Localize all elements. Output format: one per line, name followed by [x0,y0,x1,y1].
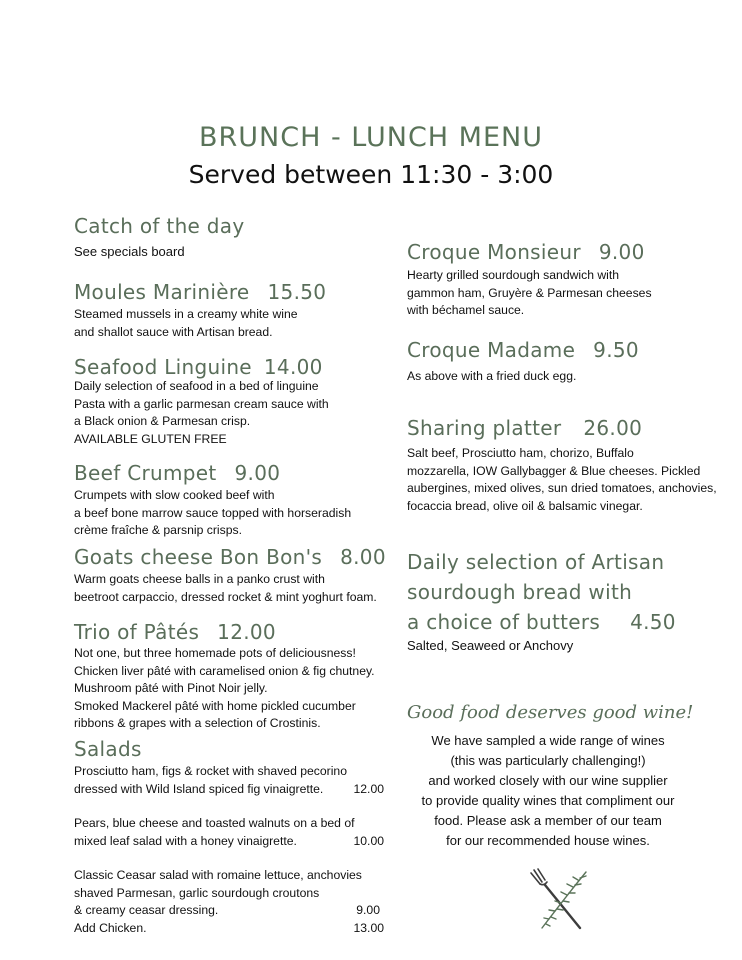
monsieur-price: 9.00 [598,240,645,264]
addon-label: Add Chicken. [74,920,147,935]
linguine-price: 14.00 [263,355,323,379]
bread-desc: Salted, Seaweed or Anchovy [407,638,574,653]
moules-desc [74,306,298,341]
wine-line: food. Please ask a member of our team [434,813,662,828]
salad-price-row [74,781,384,799]
bonbons-heading [74,545,386,569]
desc-line: Chicken liver pâté with caramelised onion & fig chutney. [74,663,375,678]
salad-line: mixed leaf salad with a honey vinaigrette. [74,833,297,848]
madame-heading [407,338,639,362]
desc-line: ribbons & grapes with a selection of Crostinis. [74,716,321,730]
platter-name: Sharing platter [407,416,562,440]
linguine-desc [74,378,329,448]
bread-line-price [407,607,676,637]
menu-subtitle: Served between 11:30 - 3:00 [188,160,554,189]
salad-line: Pears, blue cheese and toasted walnuts on a bed of [74,816,355,830]
salad-price-row [74,833,384,851]
salad-price: 9.00 [356,903,380,917]
bonbons-price: 8.00 [340,545,386,569]
monsieur-name: Croque Monsieur [407,240,581,264]
desc-line: Salt beef, Prosciutto ham, chorizo, Buffalo [407,446,634,460]
desc-line: Hearty grilled sourdough sandwich with [407,268,620,282]
desc-line: focaccia bread, olive oil & balsamic vinegar. [407,498,643,513]
wine-line: (this was particularly challenging!) [450,753,646,768]
bread-line: sourdough bread with [407,580,633,604]
platter-price: 26.00 [583,416,643,440]
desc-line: Mushroom pâté with Pinot Noir jelly. [74,681,268,695]
desc-line: Smoked Mackerel pâté with home pickled cucumber [74,698,356,713]
salad-line: shaved Parmesan, garlic sourdough croutons [74,885,320,900]
desc-line: beetroot carpaccio, dressed rocket & mint yoghurt foam. [74,589,377,604]
monsieur-heading [407,240,645,264]
pates-price: 12.00 [217,620,276,644]
salad-line: Classic Ceasar salad with romaine lettuce, anchovies [74,868,362,882]
pates-desc [74,645,375,733]
crumpet-desc [74,487,351,540]
platter-heading [407,416,642,440]
wine-line: for our recommended house wines. [446,833,650,848]
desc-line: gammon ham, Gruyère & Parmesan cheeses [407,285,652,300]
moules-heading [74,280,326,304]
desc-line: a Black onion & Parmesan crisp. [74,414,251,428]
fork-herb-icon [528,868,592,934]
platter-desc [407,445,717,515]
salad-3 [74,867,384,937]
salad-2 [74,815,384,850]
moules-price: 15.50 [267,280,327,304]
desc-line: and shallot sauce with Artisan bread. [74,324,273,339]
wine-line: to provide quality wines that compliment our [421,793,675,808]
salad-price-row [74,902,384,920]
madame-price: 9.50 [593,338,639,362]
desc-line: aubergines, mixed olives, sun dried tomatoes, anchovies, [407,481,717,495]
bread-heading [407,547,676,637]
wine-line: and worked closely with our wine supplier [428,773,668,788]
bonbons-name: Goats cheese Bon Bon's [74,545,323,569]
linguine-name: Seafood Linguine [74,355,252,379]
salad-line: dressed with Wild Island spiced fig vinaigrette. [74,781,324,796]
desc-line: Steamed mussels in a creamy white wine [74,307,298,321]
linguine-heading [74,355,323,379]
desc-line: AVAILABLE GLUTEN FREE [74,431,227,446]
salads-heading: Salads [74,737,142,761]
desc-line: Daily selection of seafood in a bed of linguine [74,379,319,393]
salad-line: & creamy ceasar dressing. [74,903,219,917]
desc-line: with béchamel sauce. [407,303,525,317]
salad-line: Prosciutto ham, figs & rocket with shaved pecorino [74,764,347,778]
desc-line: Crumpets with slow cooked beef with [74,488,275,502]
desc-line: Warm goats cheese balls in a panko crust with [74,572,325,586]
crumpet-name: Beef Crumpet [74,461,217,485]
wine-heading: Good food deserves good wine! [407,702,694,723]
bread-price: 4.50 [630,610,676,634]
desc-line: mozzarella, IOW Gallybagger & Blue cheeses. Pickled [407,463,701,478]
desc-line: a beef bone marrow sauce topped with horseradish [74,505,352,520]
menu-title: BRUNCH - LUNCH MENU [198,122,543,153]
monsieur-desc [407,267,652,320]
catch-of-day-desc: See specials board [74,244,185,259]
pates-name: Trio of Pâtés [74,620,200,644]
addon-row [74,920,384,938]
catch-of-day-heading: Catch of the day [74,214,245,238]
wine-desc [400,731,696,851]
bonbons-desc [74,571,377,606]
wine-line: We have sampled a wide range of wines [431,733,665,748]
madame-name: Croque Madame [407,338,576,362]
desc-line: Pasta with a garlic parmesan cream sauce with [74,396,329,411]
desc-line: crème fraîche & parsnip crisps. [74,523,242,537]
madame-desc: As above with a fried duck egg. [407,369,577,383]
addon-price: 13.00 [353,920,384,935]
salad-price: 10.00 [353,833,384,848]
pates-heading [74,620,276,644]
desc-line: Not one, but three homemade pots of deliciousness! [74,646,356,660]
bread-line: Daily selection of Artisan [407,550,665,574]
crumpet-price: 9.00 [234,461,281,485]
salad-1 [74,763,384,798]
salad-price: 12.00 [353,781,384,796]
moules-name: Moules Marinière [74,280,250,304]
bread-line: a choice of butters [407,610,601,634]
crumpet-heading [74,461,280,485]
